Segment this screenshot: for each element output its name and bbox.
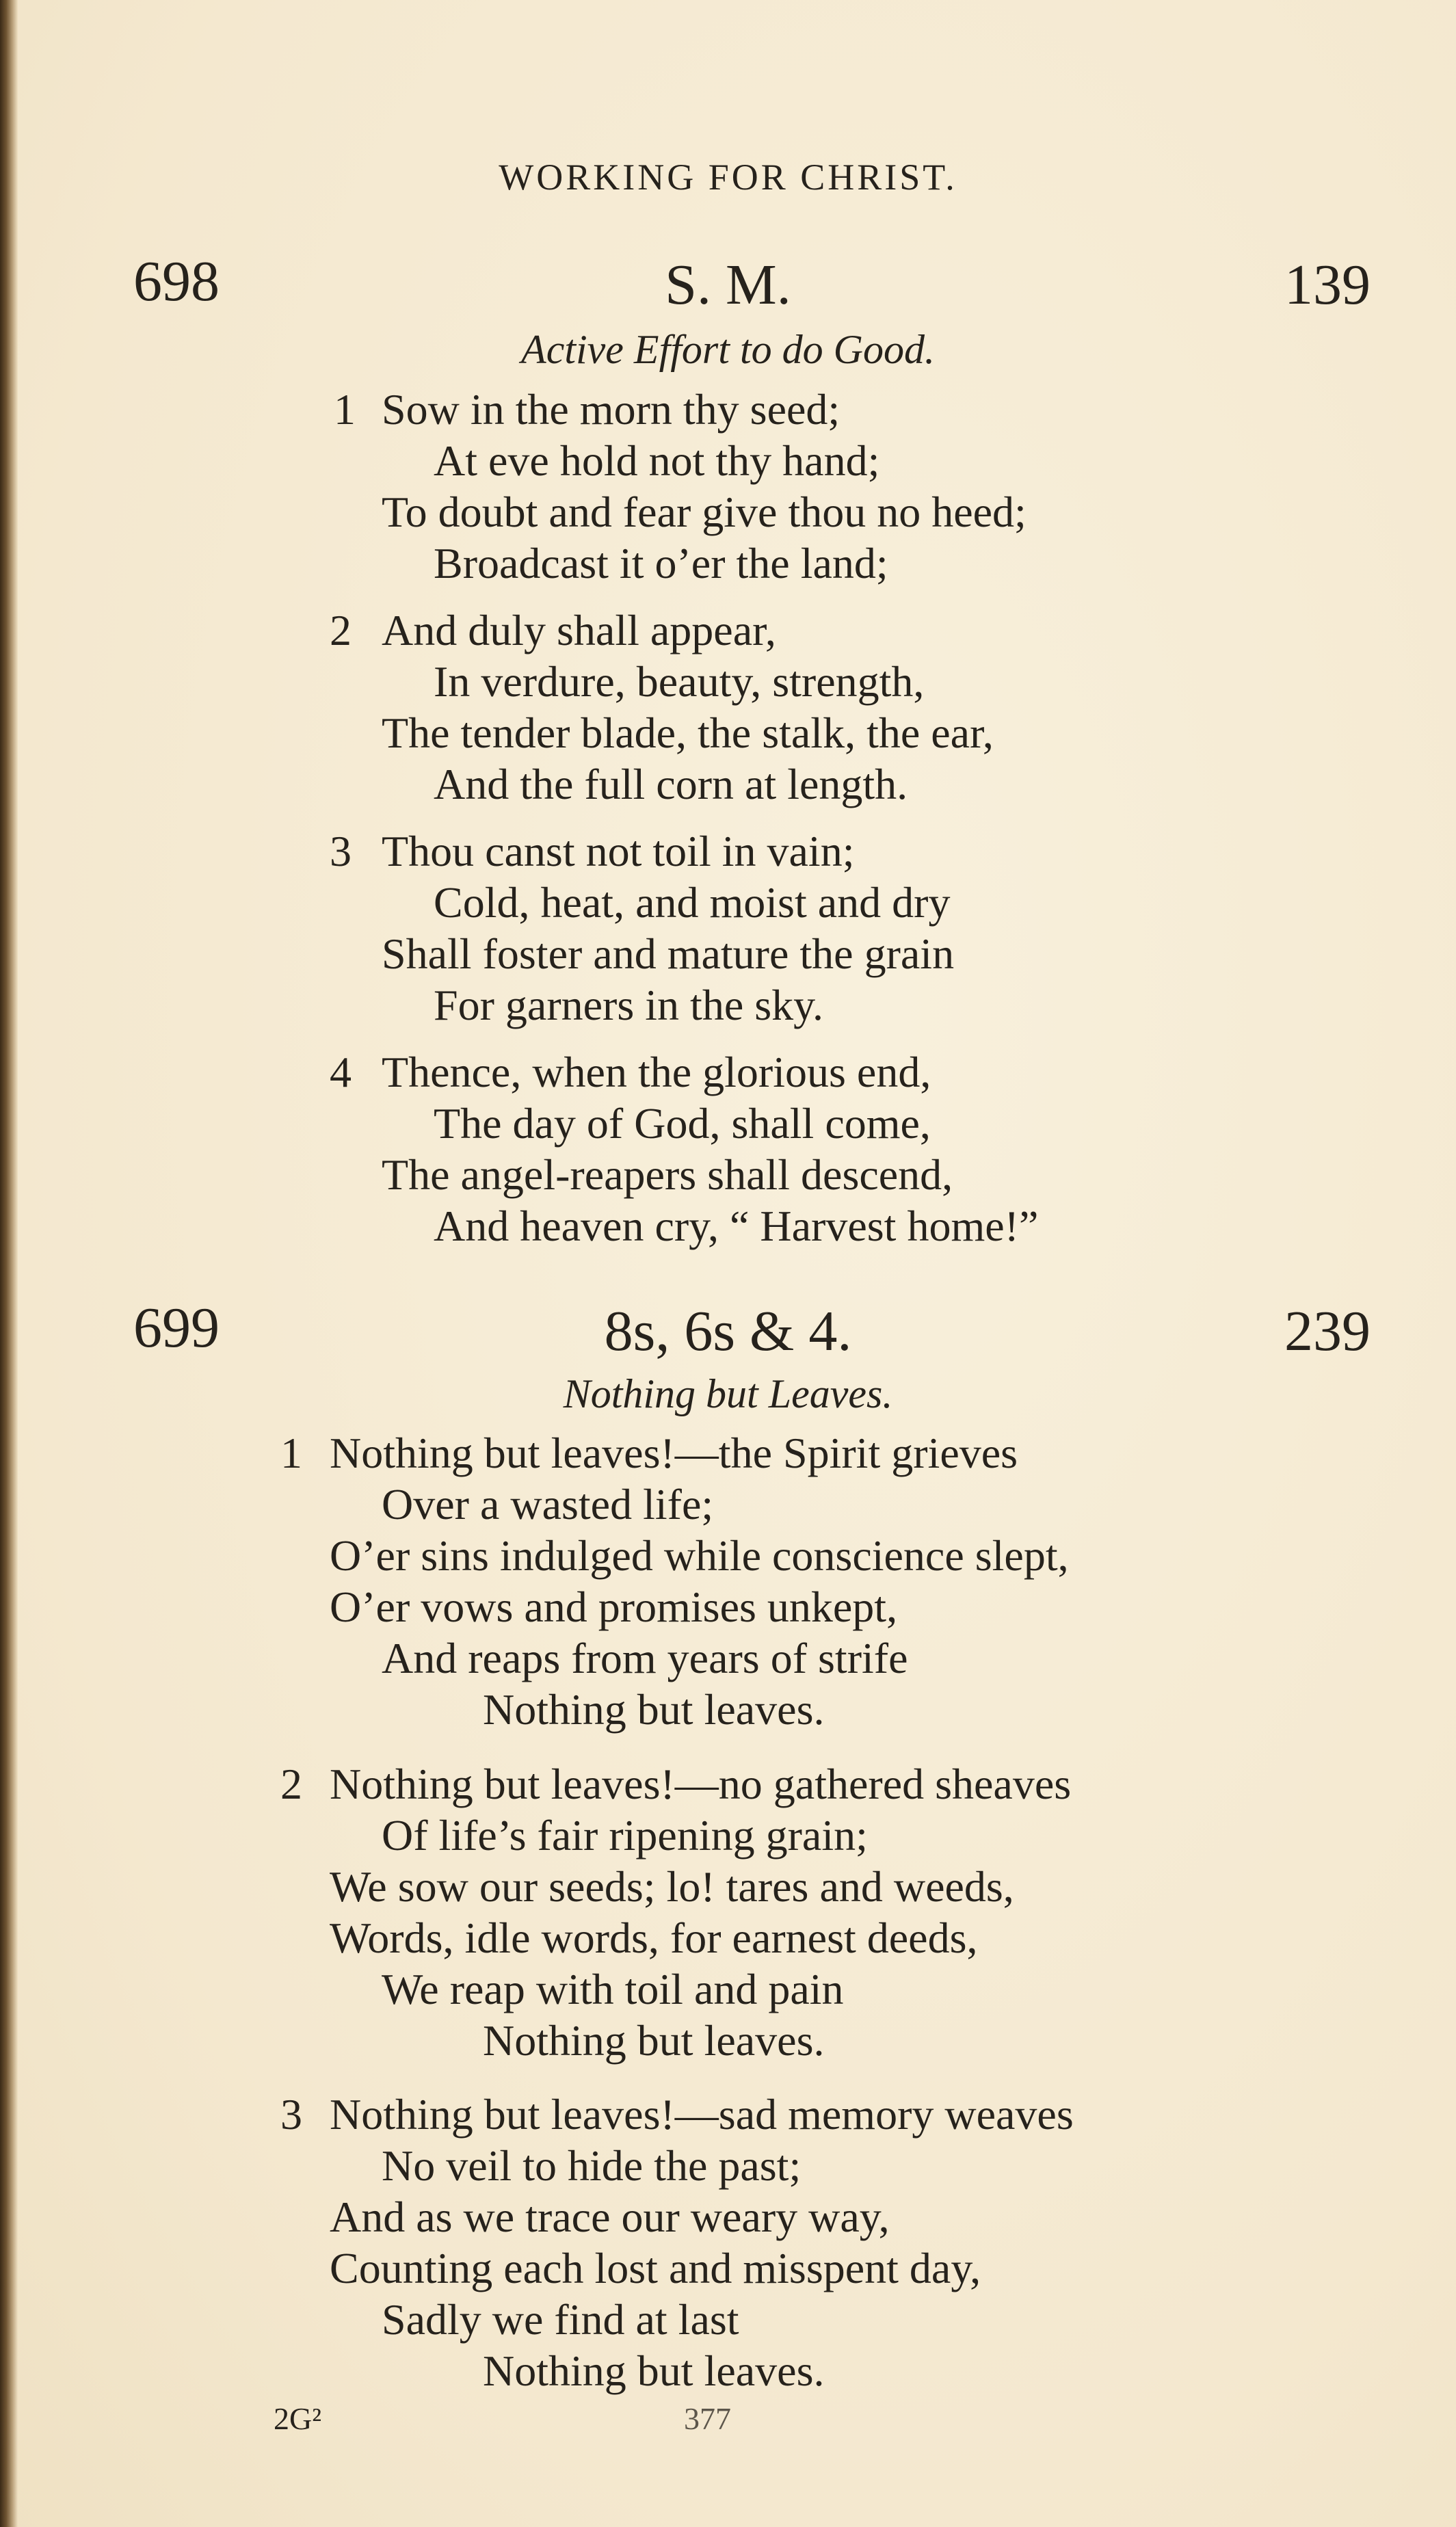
verse-line: Over a wasted life; [382, 1480, 714, 1529]
verse-line: We reap with toil and pain [382, 1965, 844, 2013]
verse-number: 2 [280, 1760, 302, 1808]
tune-number: 139 [1284, 253, 1371, 317]
hymn-subtitle: Active Effort to do Good. [521, 327, 935, 372]
verse-line: Thence, when the glorious end, [382, 1048, 931, 1096]
hymn-meter: 8s, 6s & 4. [604, 1299, 852, 1363]
verse-line: For garners in the sky. [434, 981, 823, 1029]
verse-line: Of life’s fair ripening grain; [382, 1811, 868, 1860]
verse-line: Nothing but leaves. [483, 2016, 825, 2065]
hymn-meter: S. M. [665, 253, 791, 317]
verse-line: O’er sins indulged while conscience slept, [330, 1531, 1069, 1580]
verse-line: And duly shall appear, [382, 606, 776, 654]
tune-number: 239 [1284, 1299, 1371, 1363]
verse-line: We sow our seeds; lo! tares and weeds, [330, 1862, 1014, 1911]
verse-number: 4 [330, 1048, 352, 1096]
verse-line: Sow in the morn thy seed; [382, 385, 840, 434]
verse-line: No veil to hide the past; [382, 2141, 802, 2190]
page-number: 377 [684, 2401, 731, 2436]
hymn-number: 699 [133, 1296, 220, 1360]
verse-line: At eve hold not thy hand; [434, 436, 880, 485]
verse-line: O’er vows and promises unkept, [330, 1583, 898, 1631]
verse-line: Thou canst not toil in vain; [382, 827, 855, 875]
verse-line: Nothing but leaves!—the Spirit grieves [330, 1429, 1018, 1477]
verse-line: Nothing but leaves!—sad memory weaves [330, 2090, 1074, 2139]
running-head: WORKING FOR CHRIST. [499, 157, 957, 198]
hymn-subtitle: Nothing but Leaves. [563, 1371, 893, 1416]
verse-line: Nothing but leaves. [483, 2346, 825, 2395]
verse-number: 1 [334, 385, 356, 434]
verse-line: Counting each lost and misspent day, [330, 2244, 981, 2292]
verse-line: And heaven cry, “ Harvest home!” [434, 1202, 1039, 1250]
verse-line: And as we trace our weary way, [330, 2193, 890, 2241]
verse-line: The day of God, shall come, [434, 1099, 931, 1148]
verse-line: The angel-reapers shall descend, [382, 1150, 953, 1199]
verse-line: The tender blade, the stalk, the ear, [382, 709, 994, 757]
verse-line: And reaps from years of strife [382, 1634, 908, 1682]
verse-line: Words, idle words, for earnest deeds, [330, 1914, 978, 1962]
verse-line: Cold, heat, and moist and dry [434, 878, 951, 927]
verse-number: 3 [280, 2090, 302, 2139]
verse-line: Sadly we find at last [382, 2295, 739, 2344]
verse-line: Nothing but leaves!—no gathered sheaves [330, 1760, 1072, 1808]
hymn-number: 698 [133, 250, 220, 313]
book-spine-edge [0, 0, 18, 2527]
verse-line: To doubt and fear give thou no heed; [382, 488, 1027, 536]
printer-signature: 2G² [274, 2401, 322, 2436]
verse-line: Broadcast it o’er the land; [434, 539, 888, 587]
verse-line: And the full corn at length. [434, 760, 908, 808]
verse-number: 2 [330, 606, 352, 654]
verse-number: 1 [280, 1429, 302, 1477]
verse-number: 3 [330, 827, 352, 875]
verse-line: Nothing but leaves. [483, 1685, 825, 1734]
verse-line: Shall foster and mature the grain [382, 929, 955, 978]
verse-line: In verdure, beauty, strength, [434, 657, 925, 706]
